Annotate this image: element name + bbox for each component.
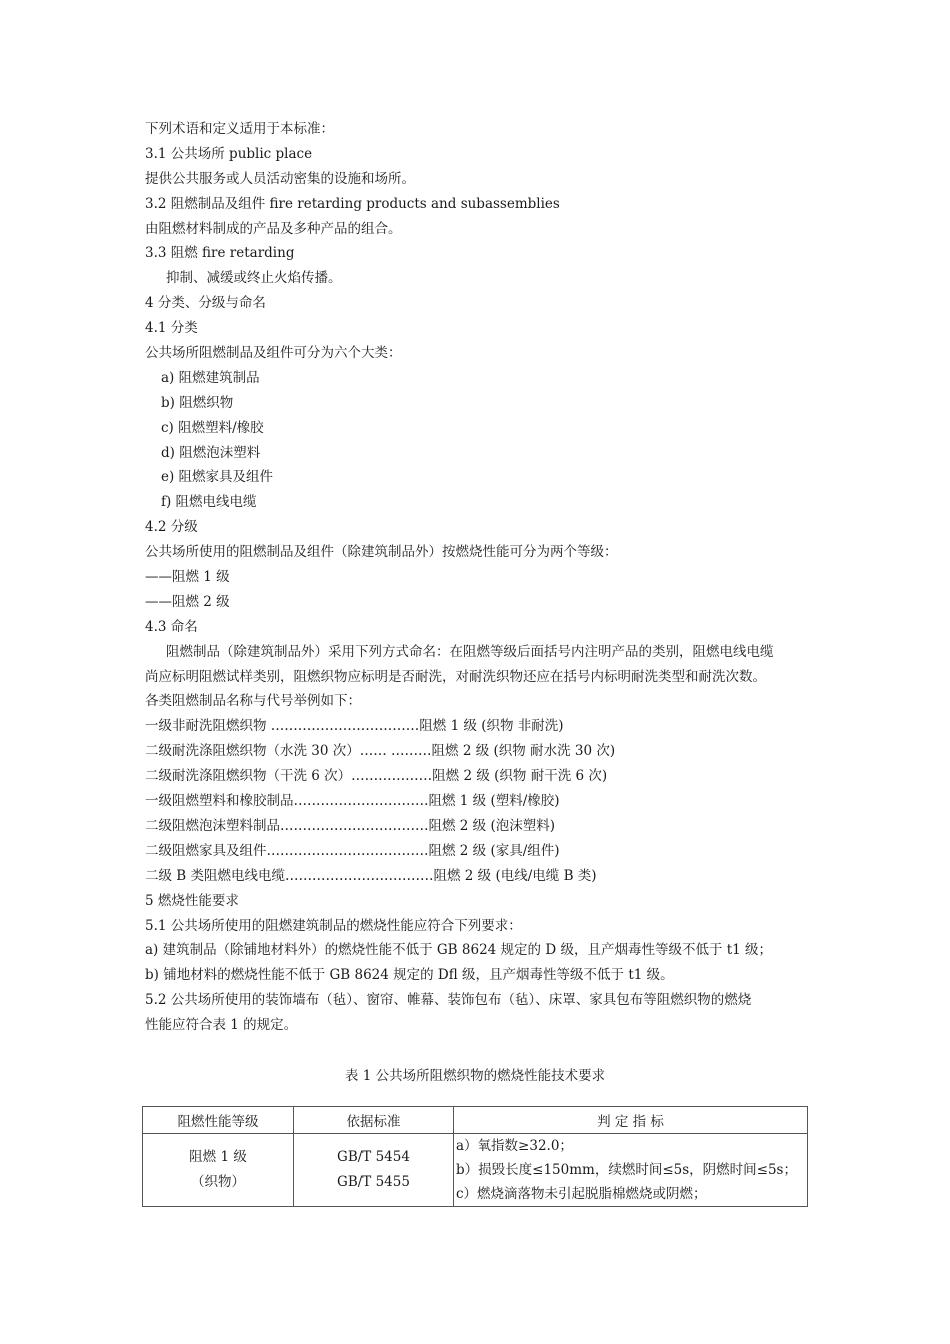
grade-category: （织物）: [191, 1174, 245, 1190]
text-line: 5.2 公共场所使用的装饰墙布（毡）、窗帘、帷幕、装饰包布（毡）、床罩、家具包布等阻燃织物的燃烧: [145, 992, 752, 1009]
text-line: a) 建筑制品（除铺地材料外）的燃烧性能不低于 GB 8624 规定的 D 级，且产烟毒性等级不低于 t1 级；: [145, 942, 773, 959]
text-line: 3.1 公共场所 public place: [145, 145, 313, 162]
text-line: 二级阻燃家具及组件………………………………阻燃 2 级 (家具/组件): [145, 842, 560, 859]
document-body: [145, 117, 810, 1038]
flammability-table: [142, 1106, 808, 1207]
text-line: f) 阻燃电线电缆: [161, 494, 257, 511]
text-line: 二级耐洗涤阻燃织物（干洗 6 次）………………阻燃 2 级 (织物 耐干洗 6 次): [145, 768, 608, 785]
text-line: 4.1 分类: [145, 320, 198, 337]
text-line: 3.3 阻燃 fire retarding: [145, 245, 295, 262]
grade-text: 阻燃 1 级: [189, 1149, 247, 1165]
text-line: 性能应符合表 1 的规定。: [145, 1017, 298, 1034]
text-line: 各类阻燃制品名称与代号举例如下：: [145, 693, 361, 710]
criterion-b: b）损毁长度≤150mm，续燃时间≤5s，阴燃时间≤5s；: [456, 1162, 797, 1178]
table-header-row: [143, 1107, 808, 1134]
cell-criteria: [454, 1134, 808, 1207]
criterion-a: a）氧指数≥32.0；: [456, 1138, 573, 1154]
cell-grade: [143, 1134, 294, 1207]
cell-standard: [294, 1134, 454, 1207]
text-line: 下列术语和定义适用于本标准：: [145, 121, 334, 137]
text-line: a) 阻燃建筑制品: [161, 369, 260, 386]
text-line: 一级阻燃塑料和橡胶制品…………………………阻燃 1 级 (塑料/橡胶): [145, 793, 560, 810]
text-line: 二级 B 类阻燃电线电缆……………………………阻燃 2 级 (电线/电缆 B 类): [145, 867, 597, 884]
text-line: 提供公共服务或人员活动密集的设施和场所。: [145, 170, 415, 187]
text-line: b) 阻燃织物: [161, 394, 234, 411]
text-line: 由阻燃材料制成的产品及多种产品的组合。: [145, 220, 402, 237]
text-line: ——阻燃 1 级: [145, 569, 230, 586]
text-line: 尚应标明阻燃试样类别，阻燃织物应标明是否耐洗，对耐洗织物还应在括号内标明耐洗类型和耐洗次数。: [145, 668, 766, 685]
header-grade: 阻燃性能等级: [143, 1107, 294, 1134]
text-line: 4 分类、分级与命名: [145, 295, 266, 312]
text-line: e) 阻燃家具及组件: [161, 469, 274, 486]
criterion-c: c）燃烧滴落物未引起脱脂棉燃烧或阴燃；: [456, 1186, 707, 1202]
text-line: 抑制、减缓或终止火焰传播。: [166, 270, 342, 287]
text-line: 一级非耐洗阻燃织物 ……………………………阻燃 1 级 (织物 非耐洗): [145, 718, 564, 735]
text-line: ——阻燃 2 级: [145, 593, 230, 610]
text-line: 4.3 命名: [145, 618, 198, 635]
text-line: 阻燃制品（除建筑制品外）采用下列方式命名：在阻燃等级后面括号内注明产品的类别，阻燃电线电缆: [166, 643, 774, 660]
text-line: 公共场所使用的阻燃制品及组件（除建筑制品外）按燃烧性能可分为两个等级：: [145, 544, 618, 561]
text-line: 4.2 分级: [145, 519, 198, 536]
text-line: 公共场所阻燃制品及组件可分为六个大类：: [145, 345, 402, 362]
table-caption: 表 1 公共场所阻燃织物的燃烧性能技术要求: [344, 1068, 606, 1084]
table-row: [143, 1134, 808, 1207]
text-line: 二级耐洗涤阻燃织物（水洗 30 次）…… ………阻燃 2 级 (织物 耐水洗 30 次): [145, 743, 616, 760]
text-line: 3.2 阻燃制品及组件 fire retarding products and subassemblies: [145, 195, 560, 212]
text-line: 二级阻燃泡沫塑料制品……………………………阻燃 2 级 (泡沫塑料): [145, 817, 555, 834]
header-standard: 依据标准: [294, 1107, 454, 1134]
text-line: b) 铺地材料的燃烧性能不低于 GB 8624 规定的 Dfl 级，且产烟毒性等级不低于 t1 级。: [145, 967, 674, 984]
header-criteria: 判 定 指 标: [454, 1107, 808, 1134]
text-line: c) 阻燃塑料/橡胶: [161, 419, 264, 436]
standard-2: GB/T 5455: [337, 1174, 410, 1190]
text-line: 5 燃烧性能要求: [145, 892, 239, 909]
standard-1: GB/T 5454: [337, 1149, 410, 1165]
text-line: 5.1 公共场所使用的阻燃建筑制品的燃烧性能应符合下列要求：: [145, 917, 522, 934]
text-line: d) 阻燃泡沫塑料: [161, 444, 261, 461]
